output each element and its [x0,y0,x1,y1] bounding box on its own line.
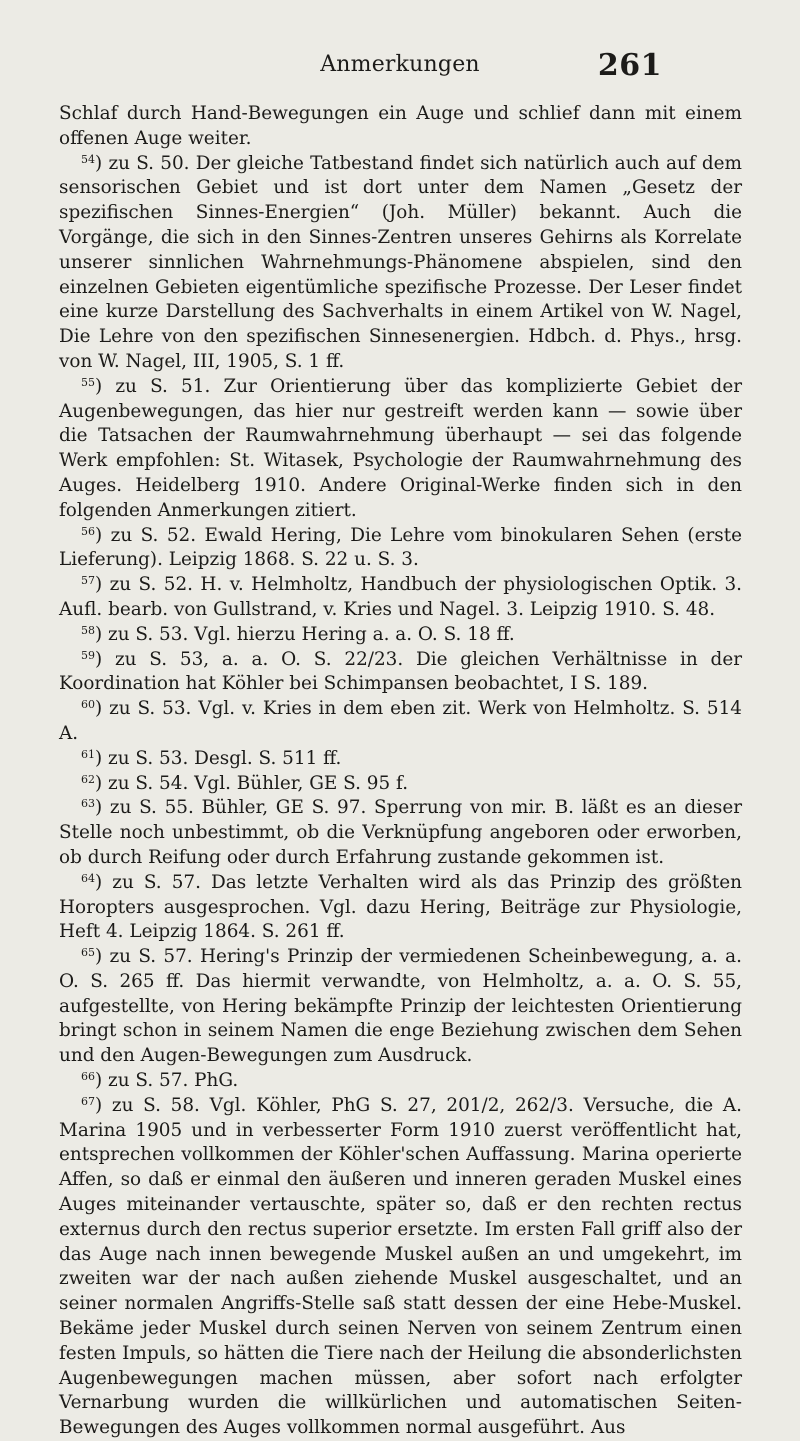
endnote-60: $^{60}$) zu S. 53. Vgl. v. Kries in dem eben zit. Werk von Helmholtz. S. 514 A. [59,698,742,744]
paragraph-text: Schlaf durch Hand-Bewegungen ein Auge und schlief dann mit einem offenen Auge weiter. [59,103,742,149]
note-number: 67 [81,1094,95,1108]
note-text: zu S. 53. Desgl. S. 511 ff. [108,747,342,769]
endnote-54: $^{54}$) zu S. 50. Der gleiche Tatbestand findet sich natürlich auch auf dem sensorischen Gebiet und ist dort unter dem Namen „Gesetz der spezifischen Sinnes-Energien“ (Joh. Müller) bekannt. Auch die Vorgänge, die sich in den Sinnes-Zentren unseres Gehirns als Korrelate unserer sinnlichen Wahrnehmungs-Phänomene abspielen, sind den einzelnen Gebieten eigentümliche spezifische Prozesse. Der Leser findet eine kurze Darstellung des Sachverhalts in einem Artikel von W. Nagel, Die Lehre von den spezifischen Sinnesenergien. Hdbch. d. Phys., hrsg. von W. Nagel, III, 1905, S. 1 ff. [59,152,742,372]
endnote-55: $^{55}$) zu S. 51. Zur Orientierung über das komplizierte Gebiet der Augenbewegungen, das hier nur gestreift werden kann — sowie über die Tatsachen der Raumwahrnehmung überhaupt — sei das folgende Werk empfohlen: St. Witasek, Psychologie der Raumwahrnehmung des Auges. Heidelberg 1910. Andere Original-Werke finden sich in den folgenden Anmerkungen zitiert. [59,375,742,521]
endnote-65: $^{65}$) zu S. 57. Hering's Prinzip der vermiedenen Scheinbewegung, a. a. O. S. 265 ff. Das hiermit verwandte, von Helmholtz, a. a. O. S. 55, aufgestellte, von Hering bekämpfte Prinzip der leichtesten Orientierung bringt schon in seinem Namen die enge Beziehung zwischen dem Sehen und den Augen-Bewegungen zum Ausdruck. [59,946,742,1067]
note-text: zu S. 55. Bühler, GE S. 97. Sperrung von mir. B. läßt es an dieser Stelle noch unbestimmt, ob die Verknüpfung angeboren oder erworben, ob durch Reifung oder durch Erfahrung zustande gekommen ist. [59,797,742,868]
note-text: zu S. 51. Zur Orientierung über das komplizierte Gebiet der Augenbewegungen, das hier nur gestreift werden kann — sowie über die Tatsachen der Raumwahrnehmung überhaupt — sei das folgende Werk empfohlen: St. Witasek, Psychologie der Raumwahrnehmung des Auges. Heidelberg 1910. Andere Original-Werke finden sich in den folgenden Anmerkungen zitiert. [59,375,742,521]
endnote-67: $^{67}$) zu S. 58. Vgl. Köhler, PhG S. 27, 201/2, 262/3. Versuche, die A. Marina 1905 und in verbesserter Form 1910 zuerst veröffentlicht hat, entsprechen vollkommen der Köhler'schen Auffassung. Marina operierte Affen, so daß er einmal den äußeren und inneren geraden Muskel eines Auges miteinander vertauschte, später so, daß er den rechten rectus externus durch den rectus superior ersetzte. Im ersten Fall griff also der das Auge nach innen bewegende Muskel außen an und umgekehrt, im zweiten war der nach außen ziehende Muskel ausgeschaltet, und an seiner normalen Angriffs-Stelle saß statt dessen der eine Hebe-Muskel. Bekäme jeder Muskel durch seinen Nerven von seinem Zentrum einen festen Impuls, so hätten die Tiere nach der Heilung die absonderlichsten Augenbewegungen machen müssen, aber sofort nach erfolgter Vernarbung wurden die willkürlichen und automatischen Seiten-Bewegungen des Auges vollkommen normal ausgeführt. Aus [59,1094,742,1439]
note-number: 59 [81,648,95,662]
endnote-56: $^{56}$) zu S. 52. Ewald Hering, Die Lehre vom binokularen Sehen (erste Lieferung). Leipzig 1868. S. 22 u. S. 3. [59,524,742,571]
note-number: 57 [81,574,95,588]
note-text: zu S. 57. Hering's Prinzip der vermiedenen Scheinbewegung, a. a. O. S. 265 ff. Das hiermit verwandte, von Helmholtz, a. a. O. S. 55, aufgestellte, von Hering bekämpfte Prinzip der leichtesten Orientierung bringt schon in seinem Namen die enge Beziehung zwischen dem Sehen und den Augen-Bewegungen zum Ausdruck. [59,946,742,1067]
note-number: 56 [81,524,95,538]
note-number: 54 [81,152,95,166]
note-number: 62 [81,772,95,786]
note-number: 60 [81,698,95,712]
note-text: zu S. 53. Vgl. v. Kries in dem eben zit. Werk von Helmholtz. S. 514 A. [59,698,742,744]
note-text: zu S. 50. Der gleiche Tatbestand findet sich natürlich auch auf dem sensorischen Gebiet und ist dort unter dem Namen „Gesetz der spezifischen Sinnes-Energien“ (Joh. Müller) bekannt. Auch die Vorgänge, die sich in den Sinnes-Zentren unseres Gehirns als Korrelate unserer sinnlichen Wahrnehmungs-Phänomene abspielen, sind den einzelnen Gebieten eigentümliche spezifische Prozesse. Der Leser findet eine kurze Darstellung des Sachverhalts in einem Artikel von W. Nagel, Die Lehre von den spezifischen Sinnesenergien. Hdbch. d. Phys., hrsg. von W. Nagel, III, 1905, S. 1 ff. [59,152,742,372]
note-number: 66 [81,1070,95,1084]
note-text: zu S. 57. PhG. [108,1070,239,1092]
note-text: zu S. 52. H. v. Helmholtz, Handbuch der physiologischen Optik. 3. Aufl. bearb. von Gullstrand, v. Kries und Nagel. 3. Leipzig 1910. S. 48. [59,574,742,620]
note-text: zu S. 53, a. a. O. S. 22/23. Die gleichen Verhältnisse in der Koordination hat Köhler bei Schimpansen beobachtet, I S. 189. [59,648,742,695]
note-number: 58 [81,623,95,637]
note-text: zu S. 57. Das letzte Verhalten wird als das Prinzip des größten Horopters ausgesprochen. Vgl. dazu Hering, Beiträge zur Physiologie, Heft 4. Leipzig 1864. S. 261 ff. [59,871,742,943]
paragraph-continued [59,102,742,152]
endnote-64: $^{64}$) zu S. 57. Das letzte Verhalten wird als das Prinzip des größten Horopters ausgesprochen. Vgl. dazu Hering, Beiträge zur Physiologie, Heft 4. Leipzig 1864. S. 261 ff. [59,871,742,943]
note-number: 63 [81,797,95,811]
page-header [0,46,800,86]
endnote-66: $^{66}$) zu S. 57. PhG. [81,1070,239,1092]
note-number: 64 [81,871,95,885]
note-text: zu S. 54. Vgl. Bühler, GE S. 95 f. [108,772,409,794]
endnote-57: $^{57}$) zu S. 52. H. v. Helmholtz, Handbuch der physiologischen Optik. 3. Aufl. bearb. von Gullstrand, v. Kries und Nagel. 3. Leipzig 1910. S. 48. [59,574,742,620]
note-text: zu S. 53. Vgl. hierzu Hering a. a. O. S. 18 ff. [108,623,515,645]
page-number: 261 [597,48,662,83]
running-head: Anmerkungen [320,52,480,77]
note-text: zu S. 58. Vgl. Köhler, PhG S. 27, 201/2, 262/3. Versuche, die A. Marina 1905 und in verbesserter Form 1910 zuerst veröffentlicht hat, entsprechen vollkommen der Köhler'schen Auffassung. Marina operierte Affen, so daß er einmal den äußeren und inneren geraden Muskel eines Auges miteinander vertauschte, später so, daß er den rechten rectus externus durch den rectus superior ersetzte. Im ersten Fall griff also der das Auge nach innen bewegende Muskel außen an und umgekehrt, im zweiten war der nach außen ziehende Muskel ausgeschaltet, und an seiner normalen Angriffs-Stelle saß statt dessen der eine Hebe-Muskel. Bekäme jeder Muskel durch seinen Nerven von seinem Zentrum einen festen Impuls, so hätten die Tiere nach der Heilung die absonderlichsten Augenbewegungen machen müssen, aber sofort nach erfolgter Vernarbung wurden die willkürlichen und automatischen Seiten-Bewegungen des Auges vollkommen normal ausgeführt. Aus [59,1094,742,1439]
endnote-62: $^{62}$) zu S. 54. Vgl. Bühler, GE S. 95 f. [81,772,409,794]
endnote-63: $^{63}$) zu S. 55. Bühler, GE S. 97. Sperrung von mir. B. läßt es an dieser Stelle noch unbestimmt, ob die Verknüpfung angeboren oder erworben, ob durch Reifung oder durch Erfahrung zustande gekommen ist. [59,797,742,868]
notes-body [59,102,742,1441]
note-number: 55 [81,375,95,389]
endnote-58: $^{58}$) zu S. 53. Vgl. hierzu Hering a. a. O. S. 18 ff. [81,623,515,645]
note-number: 65 [81,946,95,960]
note-number: 61 [81,747,95,761]
endnote-61: $^{61}$) zu S. 53. Desgl. S. 511 ff. [81,747,342,769]
endnote-59: $^{59}$) zu S. 53, a. a. O. S. 22/23. Die gleichen Verhältnisse in der Koordination hat Köhler bei Schimpansen beobachtet, I S. 189. [59,648,742,695]
note-text: zu S. 52. Ewald Hering, Die Lehre vom binokularen Sehen (erste Lieferung). Leipzig 1868. S. 22 u. S. 3. [59,524,742,571]
